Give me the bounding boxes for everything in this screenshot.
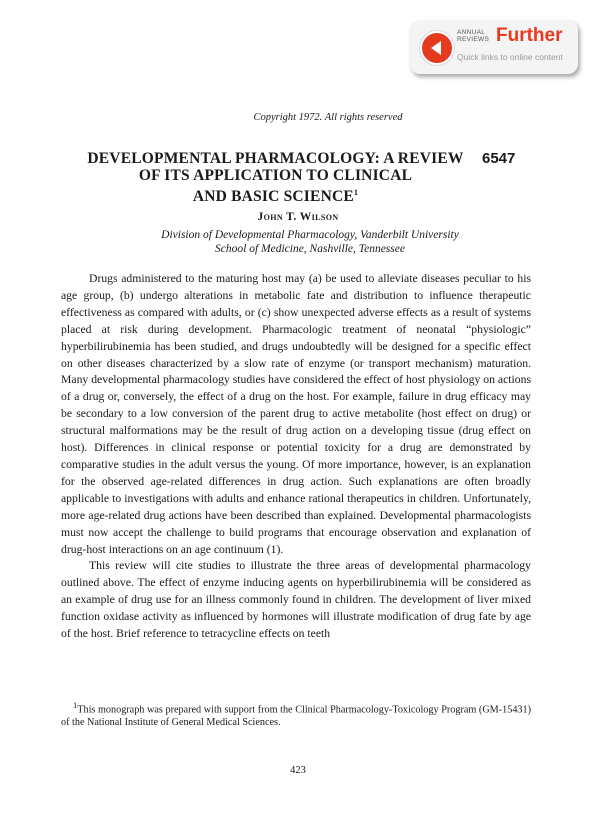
affiliation: Division of Developmental Pharmacology, Vanderbilt University School of Medicine, Nashville, Tennessee <box>161 229 459 255</box>
annual-reviews-label: ANNUAL REVIEWS <box>457 29 490 43</box>
footnote: $^1$This monograph was prepared with support from the Clinical Pharmacology-Toxicology Program (GM-15431) of the National Institute of General Medical Sciences. <box>61 700 531 729</box>
play-back-icon[interactable] <box>420 31 454 65</box>
annual-reviews-further-badge[interactable] <box>410 20 578 74</box>
title-footnote-mark: 1 <box>353 188 359 197</box>
title-line-3: AND BASIC SCIENCE$^1$ <box>192 188 359 206</box>
article-title <box>78 150 473 205</box>
body-text <box>61 271 531 643</box>
page-number: 423 <box>290 765 306 776</box>
paragraph: This review will cite studies to illustrate the three areas of developmental pharmacology outlined above. The effect of enzyme inducing agents on hyperbilirubinemia will be considered as an example of drug use for an illness commonly found in children. The development of liver mixed function oxidase activity as influenced by hormones will illustrate modification of drug fate by age of the host. Brief reference to tetracycline effects on teeth <box>61 559 531 641</box>
further-label[interactable]: Further <box>496 25 563 46</box>
copyright-notice: Copyright 1972. All rights reserved <box>253 112 403 123</box>
article-number: 6547 <box>482 150 516 167</box>
title-line-1: DEVELOPMENTAL PHARMACOLOGY: A REVIEW <box>87 150 464 167</box>
quick-links-label[interactable]: Quick links to online content <box>457 52 563 62</box>
footnote-mark: 1 <box>73 700 78 710</box>
title-line-2: OF ITS APPLICATION TO CLINICAL <box>138 167 413 184</box>
author-name: John T. Wilson <box>257 211 339 223</box>
paragraph: Drugs administered to the maturing host may (a) be used to alleviate diseases peculiar to his age group, (b) undergo alterations in metabolic fate and distribution to influence therapeutic effectiveness as compared with adults, or (c) show unexpected adverse effects as a result of systems placed at risk during development. Pharmacologic treatment of neonatal “physiologic” hyperbilirubinemia has been studied, and drugs undoubtedly will be designed for a specific effect on other diseases characterized by a slow rate of enzyme (or transport mechanism) maturation. Many developmental pharmacology studies have considered the effect of host physiology on actions of a drug or, conversely, the effect of a drug on the host. For example, failure in drug efficacy may be secondary to a low conversion of the parent drug to active metabolite (host effect on drug) or structural malformations may be the result of drug action on a developing tissue (drug effect on host). Differences in clinical response or potential toxicity for a drug are demonstrated by comparative studies in the adult versus the young. Of more importance, however, is an explanation for the observed age-related differences in drug action. Such explanations are often broadly applicable to investigations with adults and enhance rational therapeutics in children. Unfortunately, more age-related drug actions have been described than explained. Developmental pharmacologists must now accept the challenge to build programs that encourage observation and explanation of drug-host interactions on an age continuum (1). <box>61 272 531 556</box>
